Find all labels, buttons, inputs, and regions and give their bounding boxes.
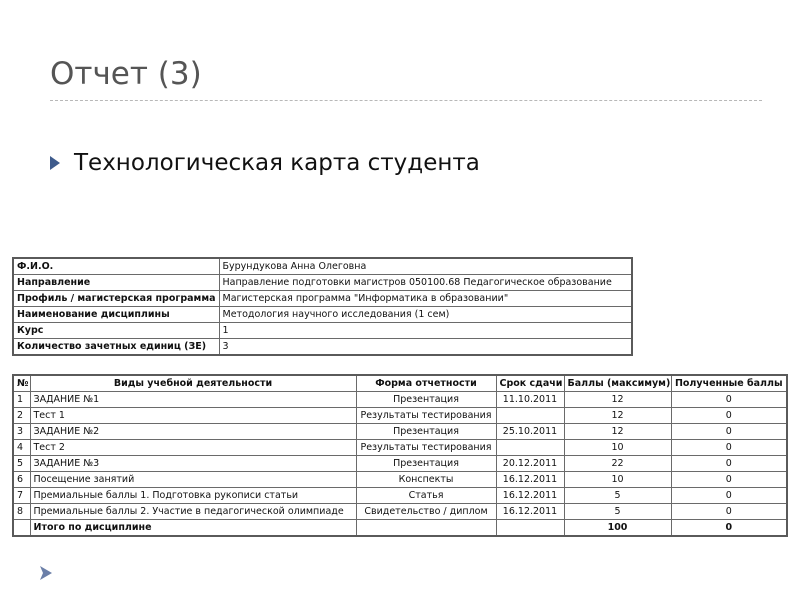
table-cell: Конспекты [356,472,496,488]
info-row [13,275,632,291]
info-label: Количество зачетных единиц (ЗЕ) [13,339,219,356]
info-value: 1 [219,323,632,339]
table-cell: 22 [564,456,671,472]
table-cell: Презентация [356,392,496,408]
table-cell: 0 [671,440,787,456]
header-cell: Форма отчетности [356,375,496,392]
info-value: Бурундукова Анна Олеговна [219,258,632,275]
table-cell: 2 [13,408,30,424]
table-cell: Презентация [356,424,496,440]
total-max: 100 [564,520,671,537]
info-label: Профиль / магистерская программа [13,291,219,307]
total-empty-cell [356,520,496,537]
table-cell: 5 [564,504,671,520]
table-cell: Тест 2 [30,440,356,456]
info-row [13,339,632,356]
header-cell: Полученные баллы [671,375,787,392]
table-cell: ЗАДАНИЕ №3 [30,456,356,472]
total-row [13,520,787,537]
header-cell: № [13,375,30,392]
table-cell: 12 [564,392,671,408]
table-cell: Статья [356,488,496,504]
table-cell: 25.10.2011 [496,424,564,440]
table-cell: 16.12.2011 [496,488,564,504]
total-index-cell [13,520,30,537]
info-value: Методология научного исследования (1 сем) [219,307,632,323]
title-divider [50,100,762,101]
info-value: Магистерская программа "Информатика в образовании" [219,291,632,307]
total-empty-cell [496,520,564,537]
table-row [13,456,787,472]
nav-arrow-icon[interactable] [40,566,52,580]
info-label: Наименование дисциплины [13,307,219,323]
table-row [13,424,787,440]
table-row [13,392,787,408]
table-cell: 7 [13,488,30,504]
table-cell: ЗАДАНИЕ №1 [30,392,356,408]
info-value: Направление подготовки магистров 050100.68 Педагогическое образование [219,275,632,291]
triangle-bullet-icon [50,156,60,170]
info-row [13,291,632,307]
activity-table [12,374,788,537]
table-cell: 5 [564,488,671,504]
table-cell: 12 [564,408,671,424]
table-row [13,488,787,504]
student-info-table [12,257,633,356]
info-label: Направление [13,275,219,291]
table-header-row [13,375,787,392]
table-cell: Премиальные баллы 2. Участие в педагогической олимпиаде [30,504,356,520]
table-cell: 0 [671,408,787,424]
total-label: Итого по дисциплине [30,520,356,537]
table-cell: 0 [671,504,787,520]
slide-title: Отчет (3) [50,56,202,92]
table-cell: 0 [671,456,787,472]
table-row [13,440,787,456]
info-row [13,323,632,339]
table-cell [496,408,564,424]
bullet-text: Технологическая карта студента [74,150,480,176]
table-cell: Результаты тестирования [356,408,496,424]
info-label: Курс [13,323,219,339]
table-cell: 0 [671,472,787,488]
table-cell: Презентация [356,456,496,472]
header-cell: Виды учебной деятельности [30,375,356,392]
table-cell: 20.12.2011 [496,456,564,472]
table-row [13,504,787,520]
table-cell: 0 [671,424,787,440]
table-cell: 0 [671,392,787,408]
table-cell: 8 [13,504,30,520]
total-got: 0 [671,520,787,537]
table-cell: Премиальные баллы 1. Подготовка рукописи статьи [30,488,356,504]
table-cell: 11.10.2011 [496,392,564,408]
table-row [13,472,787,488]
info-row [13,258,632,275]
info-row [13,307,632,323]
table-cell: Результаты тестирования [356,440,496,456]
table-cell: 16.12.2011 [496,472,564,488]
table-cell: 10 [564,472,671,488]
table-cell: 3 [13,424,30,440]
header-cell: Баллы (максимум) [564,375,671,392]
table-cell: ЗАДАНИЕ №2 [30,424,356,440]
table-cell: 16.12.2011 [496,504,564,520]
table-cell: 5 [13,456,30,472]
table-cell: Тест 1 [30,408,356,424]
table-row [13,408,787,424]
table-cell: 1 [13,392,30,408]
table-cell: Посещение занятий [30,472,356,488]
table-cell: Свидетельство / диплом [356,504,496,520]
table-cell [496,440,564,456]
table-cell: 4 [13,440,30,456]
table-cell: 10 [564,440,671,456]
table-cell: 0 [671,488,787,504]
bullet-item [50,150,480,176]
header-cell: Срок сдачи [496,375,564,392]
info-value: 3 [219,339,632,356]
table-cell: 12 [564,424,671,440]
info-label: Ф.И.О. [13,258,219,275]
table-cell: 6 [13,472,30,488]
